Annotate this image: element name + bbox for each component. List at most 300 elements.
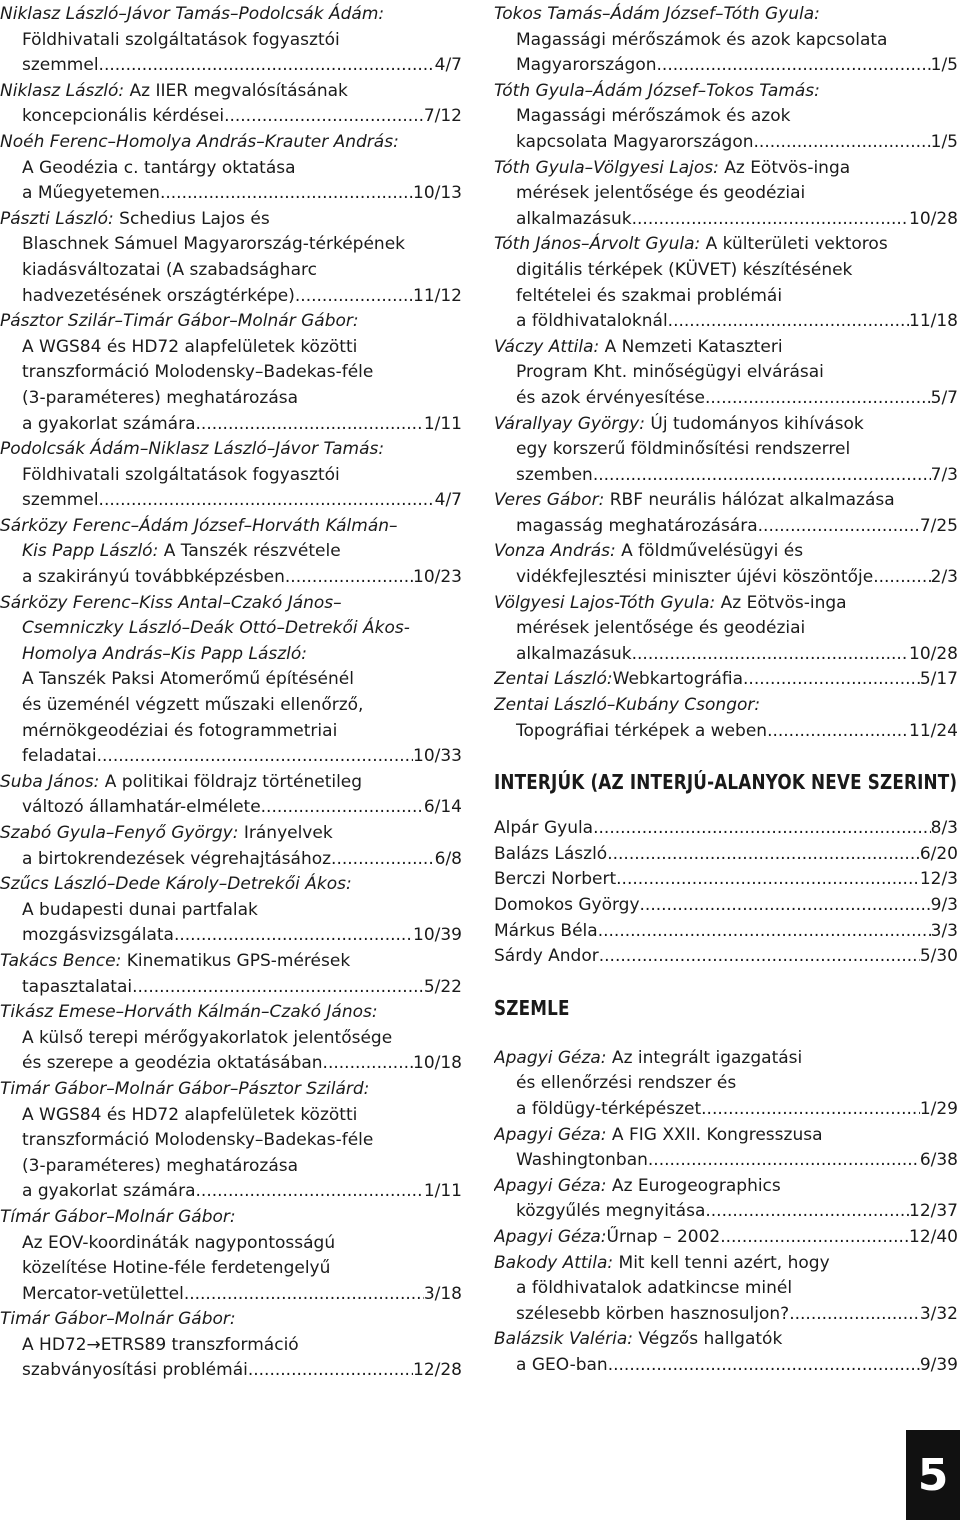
page-ref: 12/37 (909, 1201, 958, 1222)
entry-first-line (494, 1046, 958, 1072)
entry-author: Sárközy Ferenc–Kiss Antal–Czakó János– (0, 592, 342, 613)
entry-text: Topográfiai térképek a weben (516, 720, 768, 741)
entry-tail-line (0, 795, 462, 821)
page-ref: 4/7 (434, 490, 462, 511)
interview-item (494, 944, 958, 970)
entry-text: A Tanszék részvétele (158, 541, 341, 562)
interviewee-name: Alpár Gyula (494, 818, 594, 839)
entry-author: Tóth Gyula–Völgyesi Lajos: (494, 157, 719, 178)
entry-tail-line (0, 181, 462, 207)
leader-dots (196, 412, 424, 438)
entry-tail-line (494, 719, 958, 745)
entry-tail-line (494, 1097, 958, 1123)
leader-dots (657, 53, 931, 79)
entry-text: és szerepe a geodézia oktatásában (22, 1053, 323, 1074)
entry-author: Takács Bence: (0, 950, 122, 971)
entry-text: alkalmazásuk (516, 643, 632, 664)
page-ref: 12/40 (909, 1226, 958, 1247)
entry-text: a Műegyetemen (22, 183, 160, 204)
entry-first-line (494, 79, 958, 105)
entry-tail-line (494, 565, 958, 591)
interviewee-name: Berczi Norbert (494, 869, 617, 890)
entry-tail-line (0, 744, 462, 770)
entry-line: Földhivatali szolgáltatások fogyasztói (22, 29, 340, 50)
toc-entry (0, 1077, 462, 1205)
leader-dots (331, 847, 435, 873)
leader-dots (632, 207, 909, 233)
entry-first-line (0, 437, 462, 463)
page-ref: 2/3 (930, 567, 958, 588)
leader-dots (743, 667, 920, 693)
entry-author: Zentai László–Kubány Csongor: (494, 695, 761, 716)
entry-line: (3-paraméteres) meghatározása (22, 387, 299, 408)
page-ref: 4/7 (434, 55, 462, 76)
page-ref: 12/3 (919, 869, 958, 890)
entry-text: Mercator-vetülettel (22, 1283, 184, 1304)
toc-entry (494, 1174, 958, 1225)
entry-first-line (494, 591, 958, 617)
entry-author: Apagyi Géza: (494, 1226, 607, 1247)
entry-text: és azok érvényesítése (516, 387, 705, 408)
page-ref: 10/23 (413, 567, 462, 588)
leader-dots (668, 309, 909, 335)
entry-tail-line (0, 1179, 462, 1205)
leader-dots (593, 463, 931, 489)
entry-author: Niklasz László–Jávor Tamás–Podolcsák Ádám: (0, 4, 385, 24)
entry-author: Kis Papp László: (22, 541, 159, 562)
entry-line: és üzeménél végzett műszaki ellenőrző, (22, 695, 364, 716)
page-ref: 6/14 (423, 797, 462, 818)
toc-entry (494, 591, 958, 668)
entry-text: kapcsolata Magyarországon (516, 131, 754, 152)
entry-text: Irányelvek (238, 823, 333, 843)
toc-entry (494, 693, 958, 744)
toc-entry (0, 207, 462, 309)
entry-text: közgyűlés megnyitása (516, 1201, 706, 1222)
entry-text: szabványosítási problémái (22, 1360, 248, 1381)
entry-text: Az IIER megvalósításának (124, 80, 348, 101)
entry-first-line (0, 130, 462, 156)
entry-first-line (494, 693, 958, 719)
page-ref: 10/18 (413, 1053, 462, 1074)
entry-line: és ellenőrzési rendszer és (516, 1073, 737, 1094)
entry-text: Magyarországon (516, 55, 657, 76)
entry-first-line (0, 2, 462, 28)
toc-entry (0, 309, 462, 437)
interview-item (494, 893, 958, 919)
entry-tail-line (494, 386, 958, 412)
entry-text: Washingtonban (516, 1150, 648, 1171)
page-ref: 5/30 (919, 946, 958, 967)
entry-author-line (0, 539, 462, 565)
toc-entry (0, 79, 462, 130)
entry-tail-line (0, 1358, 462, 1384)
entry-tail-line (0, 923, 462, 949)
toc-entry (494, 156, 958, 233)
entry-text: Végzős hallgatók (632, 1329, 783, 1350)
entry-text: A Nemzeti Kataszteri (599, 336, 783, 357)
leader-dots (261, 795, 424, 821)
page-ref: 7/3 (930, 464, 958, 485)
entry-text: változó államhatár-elmélete (22, 797, 261, 818)
interviewee-name: Domokos György (494, 895, 640, 915)
interviewee-name: Balázs László (494, 843, 608, 864)
entry-author: Veres Gábor: (494, 490, 605, 511)
page-ref: 6/38 (919, 1150, 958, 1171)
toc-entry (494, 335, 958, 412)
entry-tail-line (0, 488, 462, 514)
entry-tail-line (0, 975, 462, 1001)
entry-line: mérések jelentősége és geodéziai (516, 183, 806, 204)
leader-dots (754, 130, 931, 156)
entry-first-line (494, 1251, 958, 1277)
review-entries (494, 1046, 958, 1379)
interview-item (494, 919, 958, 945)
entry-text: szélesebb körben hasznosuljon? (516, 1303, 790, 1324)
entry-author: Sárközy Ferenc–Ádám József–Horváth Kálmán– (0, 515, 398, 536)
entry-author: Apagyi Géza: (494, 1047, 607, 1068)
entry-first-line (0, 514, 462, 540)
entry-author: Noéh Ferenc–Homolya András–Krauter András: (0, 131, 399, 152)
right-entries (494, 2, 958, 744)
entry-text: a földhivataloknál (516, 311, 668, 332)
toc-entry (0, 1205, 462, 1307)
page-ref: 3/32 (919, 1303, 958, 1324)
entry-author: Völgyesi Lajos-Tóth Gyula: (494, 592, 716, 613)
leader-dots (720, 1225, 909, 1251)
page-ref: 6/20 (919, 843, 958, 864)
entry-text: Az Eötvös-inga (715, 592, 847, 613)
page-ref: 1/11 (423, 1181, 462, 1202)
toc-entry (0, 514, 462, 591)
entry-tail-line (0, 847, 462, 873)
entry-tail-line (494, 642, 958, 668)
page-ref: 5/7 (930, 387, 958, 408)
entry-tail-line (494, 207, 958, 233)
leader-dots (648, 1148, 920, 1174)
entry-first-line (494, 1327, 958, 1353)
toc-entry (0, 1000, 462, 1077)
toc-entry (494, 1123, 958, 1174)
entry-first-line (494, 335, 958, 361)
entry-author: Vonza András: (494, 541, 616, 562)
interviews-heading: INTERJÚK (AZ INTERJÚ-ALANYOK NEVE SZERINT) (494, 770, 958, 795)
leader-dots (632, 642, 909, 668)
entry-line: transzformáció Molodensky–Badekas-féle (22, 1130, 374, 1151)
interview-item (494, 842, 958, 868)
entry-first-line (0, 207, 462, 233)
entry-tail-line (494, 1353, 958, 1379)
entry-text: a szakirányú továbbképzésben (22, 567, 285, 588)
toc-entry (0, 2, 462, 79)
entry-text: szemben (516, 464, 593, 485)
entry-tail-line (494, 1148, 958, 1174)
entry-author: Zentai László: (494, 669, 613, 690)
entry-line: Az EOV-koordináták nagypontosságú (22, 1232, 336, 1253)
page-ref: 5/22 (423, 976, 462, 997)
leader-dots (640, 893, 931, 919)
entry-first-line (0, 1000, 462, 1026)
entry-line: A Geodézia c. tantárgy oktatása (22, 157, 296, 178)
entry-line: A WGS84 és HD72 alapfelületek közötti (22, 336, 358, 357)
entry-text: feladatai (22, 746, 97, 767)
page-ref: 11/18 (909, 311, 958, 332)
page-ref: 9/39 (919, 1354, 958, 1375)
page-ref: 7/12 (423, 106, 462, 127)
entry-author-line (0, 642, 462, 668)
entry-tail-line (0, 412, 462, 438)
page-ref: 3/18 (423, 1283, 462, 1304)
entry-first-line (494, 1123, 958, 1149)
leader-dots (160, 181, 413, 207)
entry-first-line (0, 309, 462, 335)
entry-text: A politikai földrajz történetileg (99, 771, 363, 792)
page-ref: 1/29 (919, 1098, 958, 1119)
toc-entry (0, 1307, 462, 1384)
entry-line: kiadásváltozatai (A szabadságharc (22, 259, 317, 280)
entry-tail-line (0, 53, 462, 79)
leader-dots (285, 565, 413, 591)
page-ref: 3/3 (930, 920, 958, 941)
entry-text: hadvezetésének országtérképe) (22, 285, 295, 306)
entry-line: A külső terepi mérőgyakorlatok jelentősége (22, 1027, 393, 1048)
entry-first-line (0, 79, 462, 105)
entry-author: Bakody Attila: (494, 1252, 614, 1273)
entry-tail-line (0, 284, 462, 310)
right-column (494, 2, 958, 1379)
entry-first-line (494, 232, 958, 258)
entry-first-line (0, 770, 462, 796)
page-ref: 1/5 (930, 55, 958, 76)
entry-line: feltételei és szakmai problémái (516, 285, 783, 306)
interview-list (494, 816, 958, 970)
page-ref: 11/12 (413, 285, 462, 306)
entry-first-line (0, 949, 462, 975)
page-ref: 6/8 (434, 848, 462, 869)
interviewee-name: Márkus Béla (494, 920, 598, 941)
leader-dots (701, 1097, 920, 1123)
toc-entry (494, 79, 958, 156)
entry-author: Csemniczky László–Deák Ottó–Detrekői Ákos- (22, 618, 410, 639)
page-ref: 11/24 (909, 720, 958, 741)
leader-dots (598, 919, 931, 945)
toc-entry (0, 770, 462, 821)
entry-tail-line (0, 565, 462, 591)
toc-entry (0, 591, 462, 770)
entry-text: koncepcionális kérdései (22, 106, 225, 127)
interview-item (494, 816, 958, 842)
entry-author: Balázsik Valéria: (494, 1329, 633, 1350)
entry-tail-line (494, 53, 958, 79)
entry-author-line (0, 616, 462, 642)
entry-line: A WGS84 és HD72 alapfelületek közötti (22, 1104, 358, 1125)
leader-dots (593, 816, 931, 842)
entry-text: vidékfejlesztési miniszter újévi köszöntője (516, 567, 874, 588)
entry-tail-line (0, 1051, 462, 1077)
entry-first-line (0, 1205, 462, 1231)
entry-line: egy korszerű földminősítési rendszerrel (516, 439, 851, 460)
toc-entry (0, 872, 462, 949)
entry-first-line (0, 872, 462, 898)
page-ref: 1/11 (423, 413, 462, 434)
entry-text: a birtokrendezések végrehajtásához (22, 848, 332, 869)
entry-text: tapasztalatai (22, 976, 133, 997)
entry-line: Program Kht. minőségügyi elvárásai (516, 362, 824, 383)
entry-text: Új tudományos kihívások (644, 413, 864, 434)
page-ref: 5/17 (919, 669, 958, 690)
toc-entry (494, 488, 958, 539)
leader-dots (248, 1358, 413, 1384)
entry-author: Tímár Gábor–Molnár Gábor: (0, 1206, 236, 1227)
leader-dots (295, 284, 413, 310)
entry-first-line (494, 488, 958, 514)
entry-author: Homolya András–Kis Papp László: (22, 643, 308, 664)
entry-author: Szabó Gyula–Fenyő György: (0, 823, 239, 843)
entry-first-line (494, 539, 958, 565)
entry-line: A HD72→ETRS89 transzformáció (22, 1334, 299, 1355)
entry-text: Űrnap – 2002 (606, 1226, 721, 1247)
entry-author: Tokos Tamás–Ádám József–Tóth Gyula: (494, 4, 820, 24)
entry-text: szemmel (22, 55, 99, 76)
entry-tail-line (494, 1225, 958, 1251)
leader-dots (607, 842, 920, 868)
entry-author: Tikász Emese–Horváth Kálmán–Czakó János: (0, 1002, 378, 1023)
leader-dots (608, 1353, 920, 1379)
toc-entry (494, 1327, 958, 1378)
toc-entry (494, 1251, 958, 1328)
entry-first-line (0, 1307, 462, 1333)
entry-text: Webkartográfia (612, 669, 744, 690)
entry-line: közelítése Hotine-féle ferdetengelyű (22, 1258, 331, 1279)
entry-author: Pászti László: (0, 208, 114, 229)
leader-dots (599, 944, 920, 970)
toc-entry (494, 539, 958, 590)
entry-text: Az Eurogeographics (606, 1175, 781, 1196)
entry-line: Földhivatali szolgáltatások fogyasztói (22, 464, 340, 485)
entry-tail-line (494, 1302, 958, 1328)
leader-dots (224, 104, 424, 130)
toc-entry (0, 130, 462, 207)
entry-line: transzformáció Molodensky–Badekas-féle (22, 362, 374, 383)
toc-entry (494, 1225, 958, 1251)
entry-text: Mit kell tenni azért, hogy (613, 1252, 830, 1273)
toc-entry (0, 437, 462, 514)
toc-entry (494, 232, 958, 334)
entry-text: Az integrált igazgatási (606, 1047, 803, 1068)
entry-tail-line (494, 463, 958, 489)
page-ref: 9/3 (930, 895, 958, 915)
page-ref: 10/33 (413, 746, 462, 767)
entry-text: a gyakorlat számára (22, 413, 196, 434)
entry-text: RBF neurális hálózat alkalmazása (604, 490, 895, 511)
leader-dots (789, 1302, 920, 1328)
entry-tail-line (494, 309, 958, 335)
toc-entry (494, 667, 958, 693)
left-column (0, 2, 462, 1384)
entry-line: A budapesti dunai partfalak (22, 899, 258, 920)
leader-dots (184, 1282, 424, 1308)
page-ref: 10/39 (413, 925, 462, 946)
entry-author: Tóth Gyula–Ádám József–Tokos Tamás: (494, 80, 820, 101)
entry-author: Apagyi Géza: (494, 1175, 607, 1196)
page-ref: 12/28 (413, 1360, 462, 1381)
entry-author: Tóth János–Árvolt Gyula: (494, 234, 701, 255)
leader-dots (132, 975, 424, 1001)
entry-tail-line (0, 1282, 462, 1308)
toc-entry (0, 949, 462, 1000)
leader-dots (323, 1051, 413, 1077)
entry-first-line (0, 821, 462, 847)
leader-dots (99, 488, 435, 514)
entry-text: mozgásvizsgálata (22, 925, 174, 946)
entry-line: (3-paraméteres) meghatározása (22, 1155, 299, 1176)
entry-line: a földhivatalok adatkincse minél (516, 1278, 793, 1299)
entry-text: a gyakorlat számára (22, 1181, 196, 1202)
toc-entry (494, 412, 958, 489)
page-ref: 10/13 (413, 183, 462, 204)
entry-tail-line (0, 104, 462, 130)
entry-text: A FIG XXII. Kongresszusa (606, 1124, 823, 1145)
leader-dots (97, 744, 413, 770)
entry-line: mérnökgeodéziai és fotogrammetriai (22, 720, 338, 741)
entry-author: Podolcsák Ádám–Niklasz László–Jávor Tamás: (0, 439, 385, 460)
entry-author: Apagyi Géza: (494, 1124, 607, 1145)
entry-author: Várallyay György: (494, 413, 645, 434)
entry-text: Schedius Lajos és (113, 208, 270, 229)
entry-first-line (494, 2, 958, 28)
page-ref: 1/5 (930, 131, 958, 152)
entry-author: Niklasz László: (0, 80, 125, 101)
interview-item (494, 867, 958, 893)
leader-dots (705, 1199, 909, 1225)
entry-tail-line (494, 667, 958, 693)
leader-dots (758, 514, 920, 540)
page-number: 5 (906, 1430, 960, 1520)
entry-line: A Tanszék Paksi Atomerőmű építésénél (22, 669, 354, 690)
entry-text: a GEO-ban (516, 1354, 608, 1375)
entry-tail-line (494, 514, 958, 540)
entry-tail-line (494, 130, 958, 156)
entry-line: mérések jelentősége és geodéziai (516, 618, 806, 639)
page-ref: 7/25 (919, 515, 958, 536)
toc-entry (494, 1046, 958, 1123)
entry-author: Timár Gábor–Molnár Gábor–Pásztor Szilárd: (0, 1078, 370, 1099)
entry-author: Szűcs László–Dede Károly–Detrekői Ákos: (0, 874, 352, 895)
leader-dots (196, 1179, 424, 1205)
toc-entry (494, 2, 958, 79)
entry-text: Kinematikus GPS-mérések (121, 950, 351, 971)
leader-dots (616, 867, 920, 893)
entry-first-line (494, 412, 958, 438)
entry-tail-line (494, 1199, 958, 1225)
entry-first-line (0, 1077, 462, 1103)
entry-author: Váczy Attila: (494, 336, 600, 357)
entry-first-line (494, 156, 958, 182)
entry-first-line (0, 591, 462, 617)
entry-text: szemmel (22, 490, 99, 511)
entry-line: Magassági mérőszámok és azok kapcsolata (516, 29, 888, 50)
interviewee-name: Sárdy Andor (494, 946, 599, 967)
entry-line: Magassági mérőszámok és azok (516, 106, 791, 127)
entry-text: Az Eötvös-inga (718, 157, 851, 178)
entry-text: A földművelésügyi és (615, 541, 804, 562)
leader-dots (873, 565, 930, 591)
entry-line: digitális térképek (KÜVET) készítésének (516, 259, 853, 280)
page-ref: 8/3 (930, 818, 958, 839)
leader-dots (174, 923, 413, 949)
leader-dots (767, 719, 909, 745)
review-heading: SZEMLE (494, 995, 570, 1020)
